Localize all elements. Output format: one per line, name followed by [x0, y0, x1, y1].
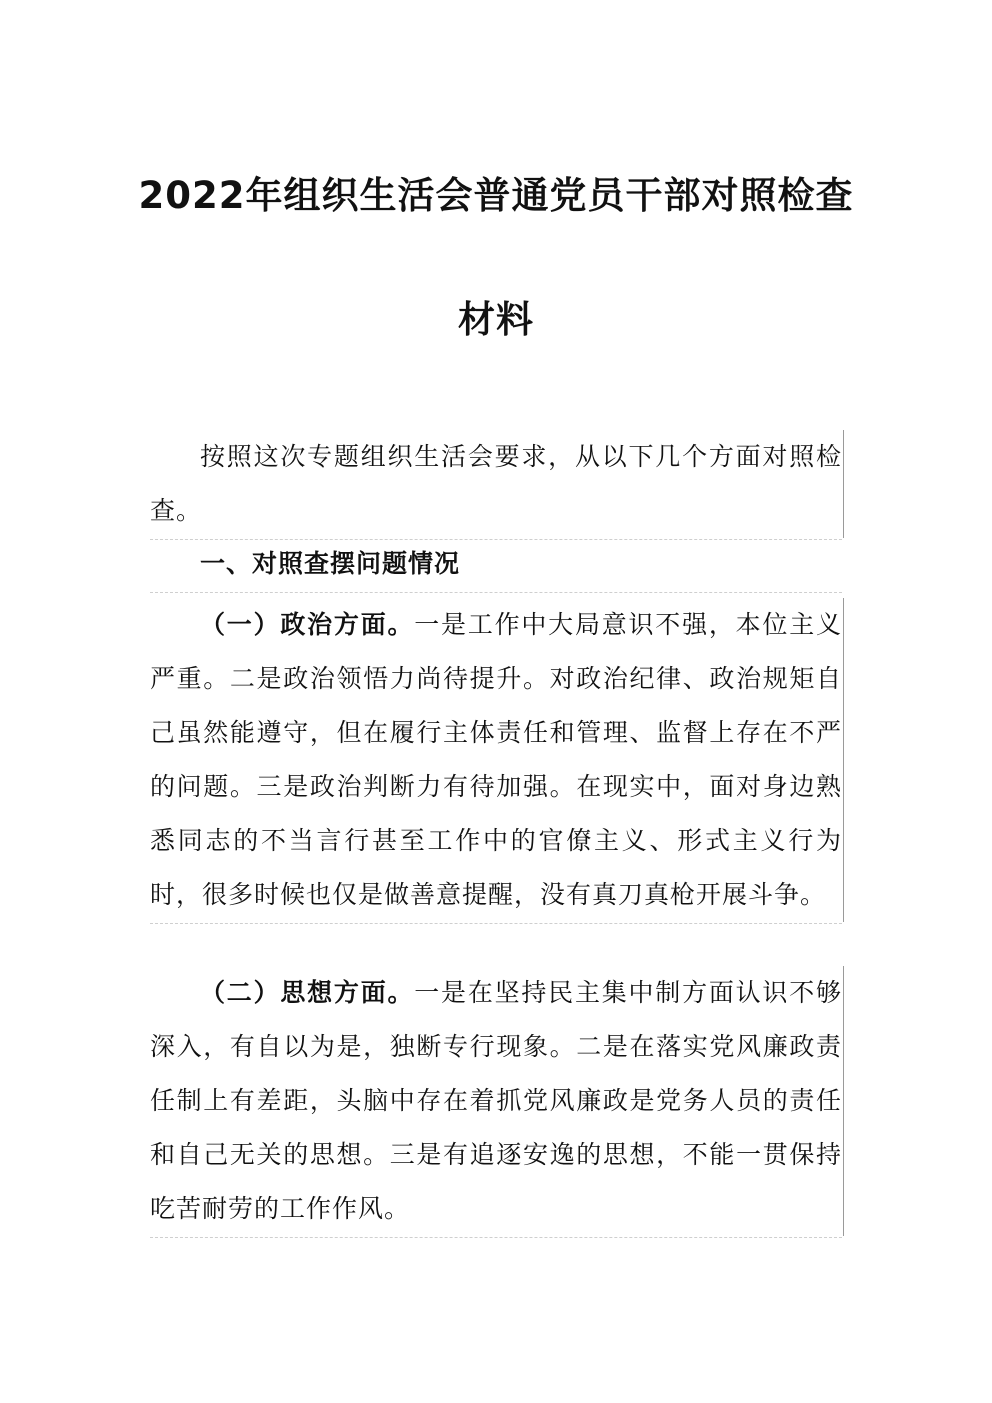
text-boundary-marker	[843, 598, 844, 922]
text-boundary-marker	[843, 430, 844, 538]
text-boundary-marker	[843, 966, 844, 1236]
paragraph-ideological	[150, 966, 842, 1236]
intro-text: 按照这次专题组织生活会要求，从以下几个方面对照检查。	[150, 442, 842, 525]
paragraph-lead: （一）政治方面。	[200, 610, 415, 639]
document-title: 2022年组织生活会普通党员干部对照检查	[138, 174, 854, 217]
paragraph-lead: （二）思想方面。	[200, 978, 415, 1007]
paragraph-text: 一是在坚持民主集中制方面认识不够深入，有自以为是，独断专行现象。二是在落实党风廉政责任制上有差距，头脑中存在着抓党风廉政是党务人员的责任和自己无关的思想。三是有追逐安逸的思想，不能一贯保持吃苦耐劳的工作作风。	[150, 978, 842, 1223]
paragraph-text: 一是工作中大局意识不强，本位主义严重。二是政治领悟力尚待提升。对政治纪律、政治规矩自己虽然能遵守，但在履行主体责任和管理、监督上存在不严的问题。三是政治判断力有待加强。在现实中，面对身边熟悉同志的不当言行甚至工作中的官僚主义、形式主义行为时，很多时候也仅是做善意提醒，没有真刀真枪开展斗争。	[150, 610, 842, 909]
document-title-continued: 材料	[458, 298, 534, 341]
section-heading-text: 一、对照查摆问题情况	[200, 549, 461, 578]
paragraph-political	[150, 598, 842, 922]
section-heading	[150, 537, 842, 591]
intro-paragraph	[150, 430, 842, 538]
